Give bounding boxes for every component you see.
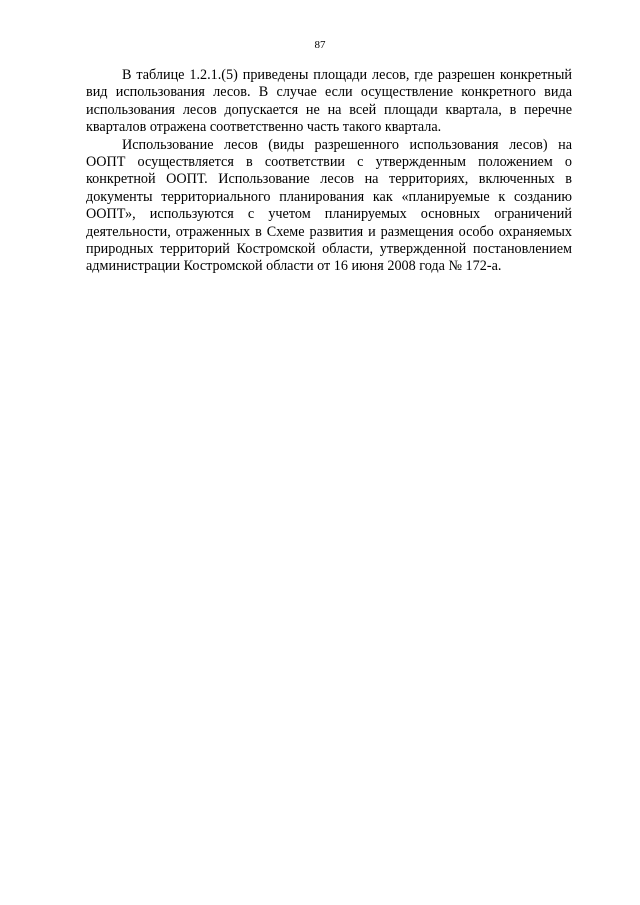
document-body xyxy=(86,67,572,276)
paragraph-oopt-usage: Использование лесов (виды разрешенного использования лесов) на ООПТ осуществляется в соответствии с утвержденным положением о конкретной ООПТ. Использование лесов на территориях, включенных в документы территориального планирования как «планируемые к созданию ООПТ», используются с учетом планируемых основных ограничений деятельности, отраженных в Схеме развития и размещения особо охраняемых природных территорий Костромской области, утвержденной постановлением администрации Костромской области от 16 июня 2008 года № 172-а. xyxy=(86,136,572,275)
paragraph-table-reference: В таблице 1.2.1.(5) приведены площади лесов, где разрешен конкретный вид использования лесов. В случае если осуществление конкретного вида использования лесов допускается не на всей площади квартала, в перечне кварталов отражена соответственно часть такого квартала. xyxy=(86,67,572,136)
page-number: 87 xyxy=(314,39,326,51)
